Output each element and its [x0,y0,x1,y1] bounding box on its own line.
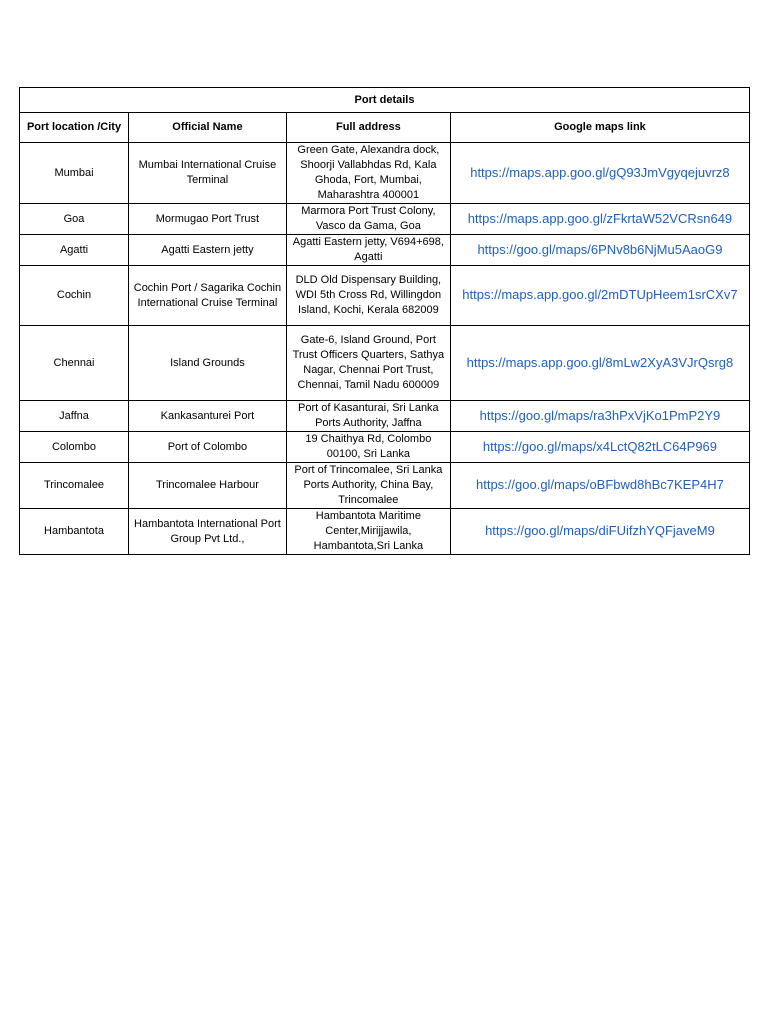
maps-link[interactable]: https://maps.app.goo.gl/8mLw2XyA3VJrQsrg8 [466,354,734,370]
cell-address: Gate-6, Island Ground, Port Trust Officers Quarters, Sathya Nagar, Chennai Port Trust, Chennai, Tamil Nadu 600009 [286,326,450,401]
cell-address: Marmora Port Trust Colony, Vasco da Gama, Goa [286,204,450,235]
cell-city: Agatti [20,235,129,266]
maps-link[interactable]: https://goo.gl/maps/ra3hPxVjKo1PmP2Y9 [479,407,721,423]
header-official-name: Official Name [129,113,287,143]
maps-link[interactable]: https://goo.gl/maps/x4LctQ82tLC64P969 [482,438,718,454]
table-row [20,509,750,555]
table-row [20,204,750,235]
cell-address: DLD Old Dispensary Building, WDI 5th Cross Rd, Willingdon Island, Kochi, Kerala 682009 [286,266,450,326]
header-full-address: Full address [286,113,450,143]
cell-link [450,401,749,432]
cell-address: Green Gate, Alexandra dock, Shoorji Vallabhdas Rd, Kala Ghoda, Fort, Mumbai, Maharashtra 400001 [286,143,450,204]
maps-link[interactable]: https://maps.app.goo.gl/2mDTUpHeem1srCXv7 [462,287,738,302]
cell-official-name: Island Grounds [129,326,287,401]
table-header-row [20,113,750,143]
cell-address: 19 Chaithya Rd, Colombo 00100, Sri Lanka [286,432,450,463]
cell-address: Agatti Eastern jetty, V694+698, Agatti [286,235,450,266]
cell-city: Trincomalee [20,463,129,509]
cell-city: Goa [20,204,129,235]
maps-link[interactable]: https://goo.gl/maps/diFUifzhYQFjaveM9 [485,523,715,538]
maps-link[interactable]: https://maps.app.goo.gl/gQ93JmVgyqejuvrz8 [470,164,730,180]
cell-official-name: Port of Colombo [129,432,287,463]
cell-official-name: Cochin Port / Sagarika Cochin International Cruise Terminal [129,266,287,326]
table-row [20,432,750,463]
cell-official-name: Kankasanturei Port [129,401,287,432]
maps-link[interactable]: https://goo.gl/maps/oBFbwd8hBc7KEP4H7 [476,477,724,492]
maps-link[interactable]: https://goo.gl/maps/6PNv8b6NjMu5AaoG9 [477,241,723,257]
cell-address: Port of Kasanturai, Sri Lanka Ports Authority, Jaffna [286,401,450,432]
cell-city: Mumbai [20,143,129,204]
cell-official-name: Mormugao Port Trust [129,204,287,235]
cell-link [450,509,749,555]
cell-official-name: Hambantota International Port Group Pvt Ltd., [129,509,287,555]
cell-link [450,143,749,204]
header-maps-link: Google maps link [450,113,749,143]
cell-link [450,432,749,463]
cell-city: Jaffna [20,401,129,432]
cell-link [450,204,749,235]
table-row [20,401,750,432]
cell-link [450,463,749,509]
table-title: Port details [20,88,750,113]
table-title-row [20,88,750,113]
cell-city: Chennai [20,326,129,401]
cell-city: Cochin [20,266,129,326]
cell-city: Colombo [20,432,129,463]
cell-address: Hambantota Maritime Center,Mirijjawila, Hambantota,Sri Lanka [286,509,450,555]
cell-official-name: Mumbai International Cruise Terminal [129,143,287,204]
table-row [20,266,750,326]
table-row [20,326,750,401]
cell-city: Hambantota [20,509,129,555]
maps-link[interactable]: https://maps.app.goo.gl/zFkrtaW52VCRsn649 [467,210,733,226]
cell-official-name: Trincomalee Harbour [129,463,287,509]
table-row [20,143,750,204]
cell-official-name: Agatti Eastern jetty [129,235,287,266]
table-row [20,235,750,266]
cell-link [450,235,749,266]
cell-link [450,326,749,401]
header-city: Port location /City [20,113,129,143]
cell-address: Port of Trincomalee, Sri Lanka Ports Authority, China Bay, Trincomalee [286,463,450,509]
port-details-table [19,87,750,555]
table-row [20,463,750,509]
cell-link [450,266,749,326]
